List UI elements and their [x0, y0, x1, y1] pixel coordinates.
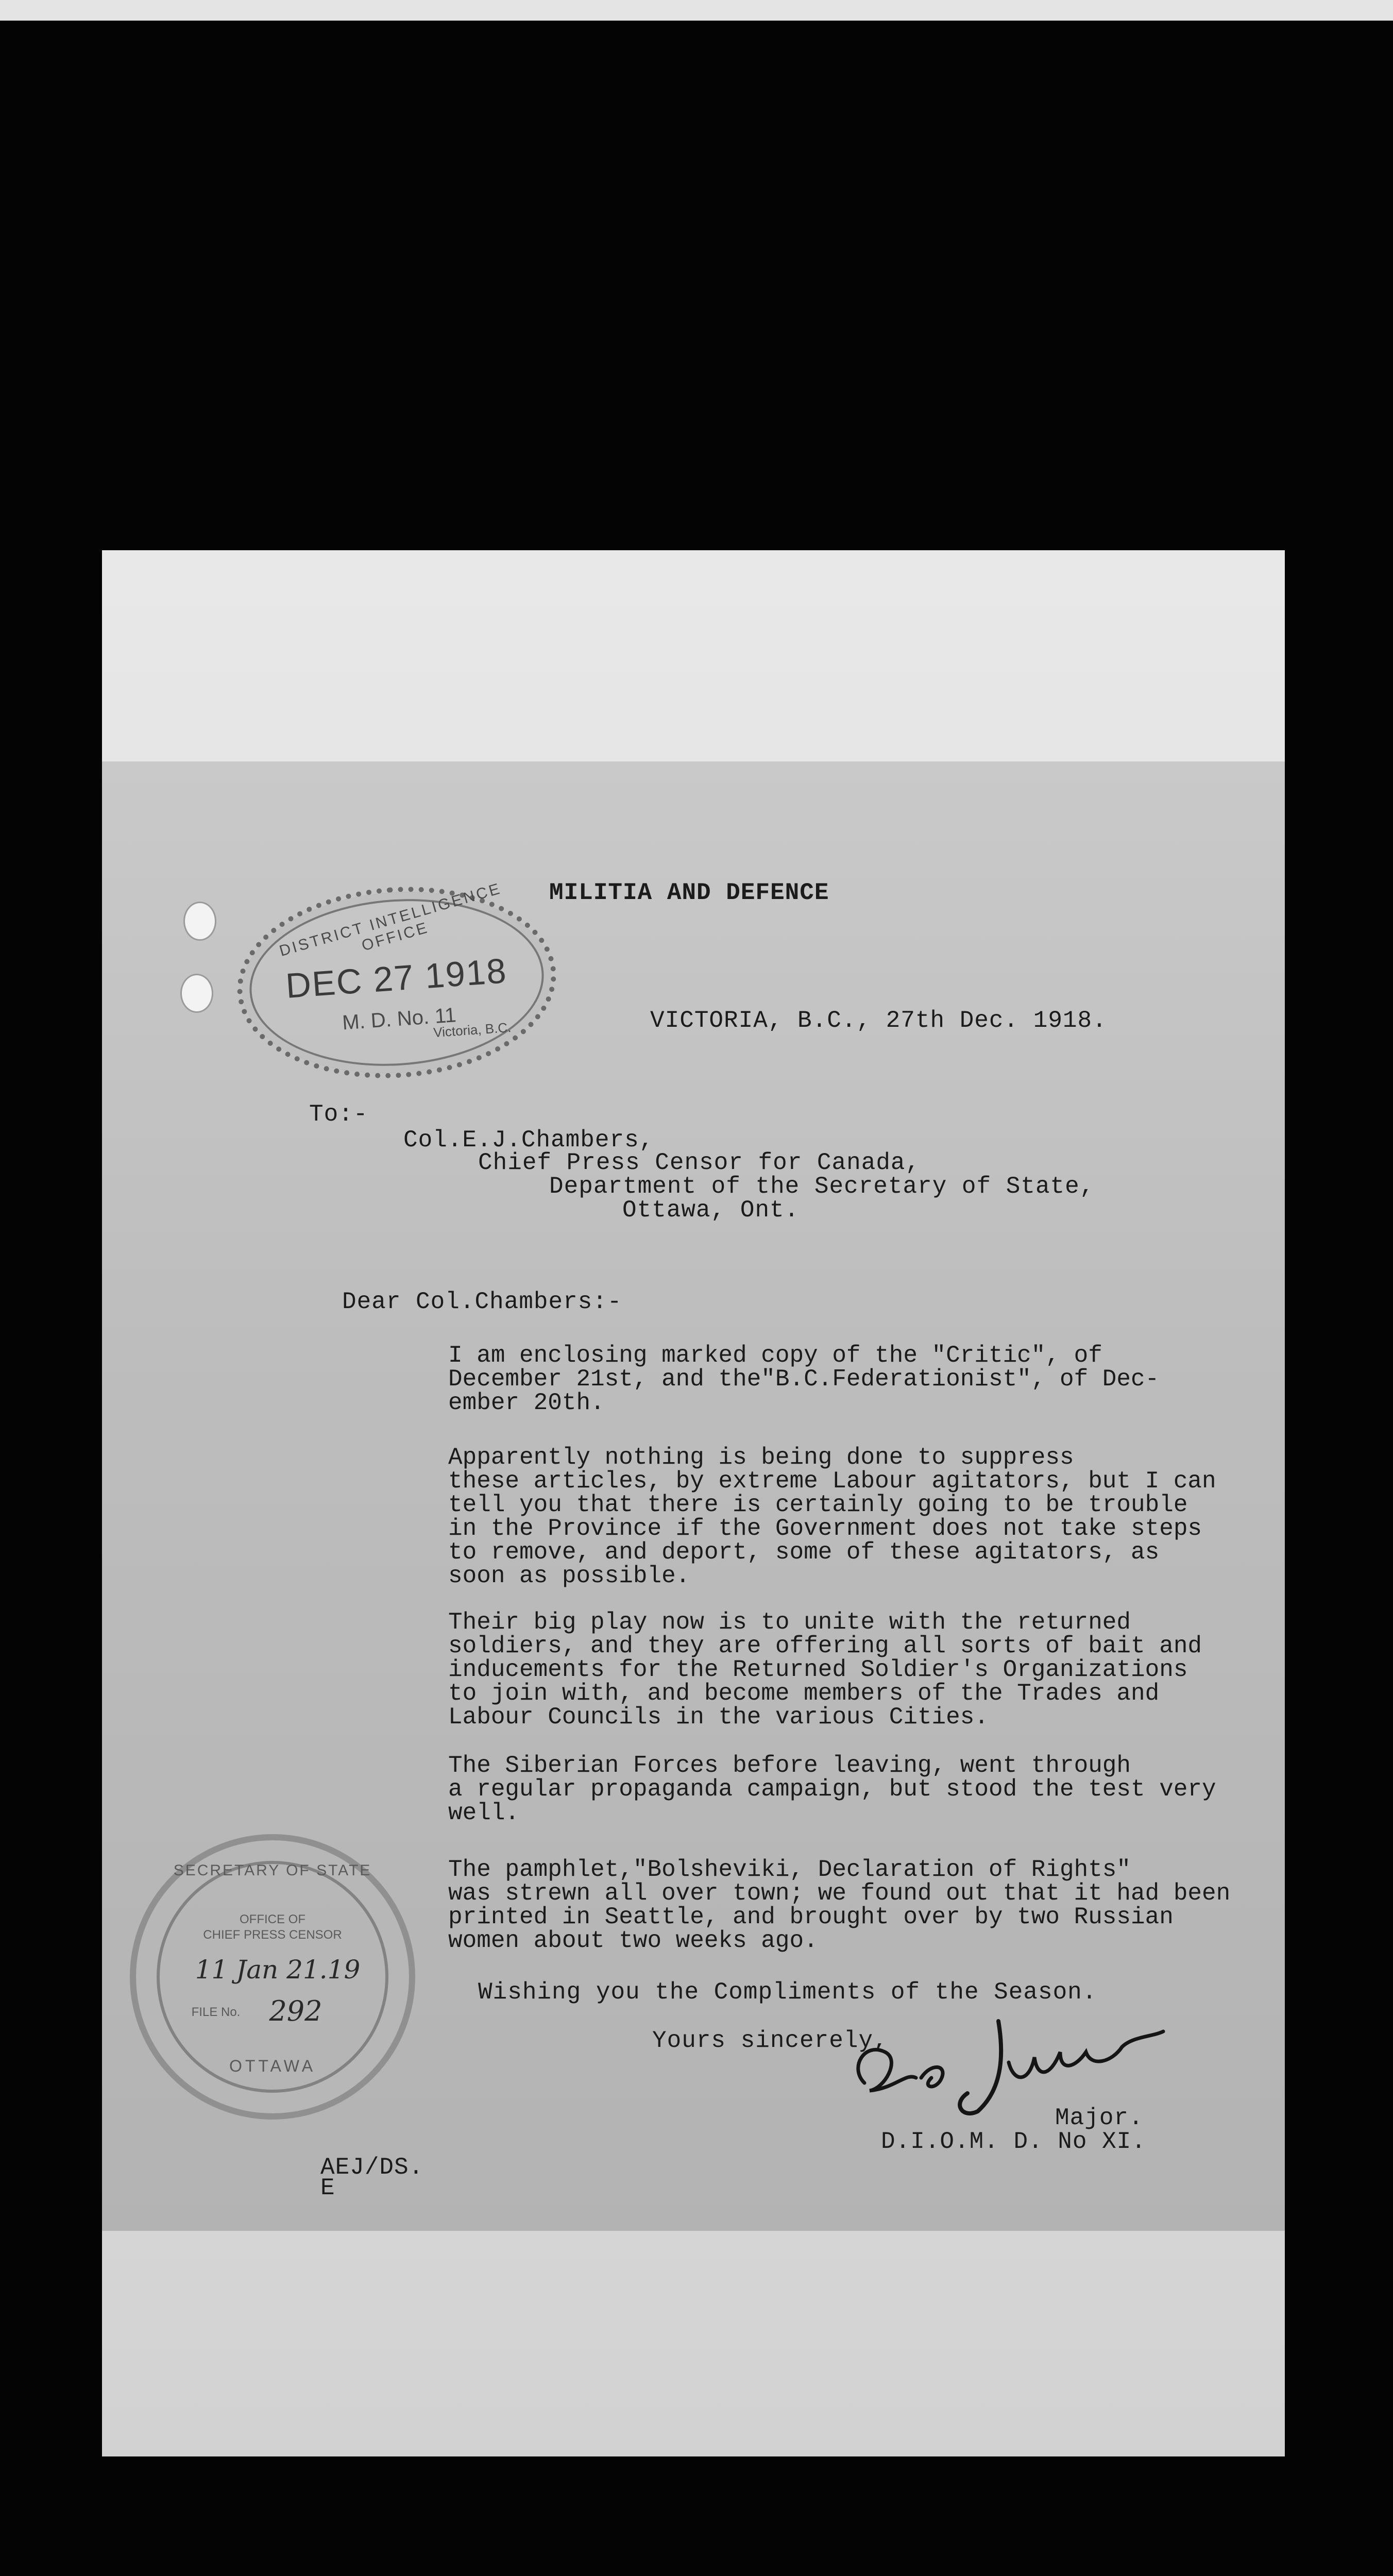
stamp-arc-text: DISTRICT INTELLIGENCE OFFICE	[277, 879, 504, 960]
letter-paragraph: I am enclosing marked copy of the "Critic", of December 21st, and the"B.C.Federationist", of Dec- ember 20th.	[448, 1342, 1160, 1416]
letter-paragraph: Apparently nothing is being done to suppress these articles, by extreme Labour agitators, but I can tell you that there is certainly going to be trouble in the Province if the Government does not take steps to remove, and deport, some of these agitators, as soon as possible.	[448, 1444, 1216, 1589]
stamp-file-label: FILE No.	[191, 2005, 241, 2019]
reference: AEJ/DS.	[320, 2154, 424, 2181]
stamp-inner-mid: CHIEF PRESS CENSOR	[203, 1928, 342, 1942]
punch-hole	[180, 974, 213, 1013]
rank: Major.	[1055, 2105, 1144, 2131]
stamp-bottom-text: OTTAWA	[229, 2057, 316, 2075]
place-date: VICTORIA, B.C., 27th Dec. 1918.	[650, 1007, 1107, 1034]
press-censor-stamp	[130, 1834, 415, 2120]
stamp-ring-text: SECRETARY OF STATE	[173, 1862, 372, 1879]
letter-paragraph: The pamphlet,"Bolsheviki, Declaration of Rights" was strewn all over town; we found out that it had been printed in Seattle, and brought over by two Russian women about two weeks ago.	[448, 1856, 1231, 1954]
letterhead: MILITIA AND DEFENCE	[549, 879, 829, 906]
stamp-handwritten-file: 292	[269, 1995, 322, 2027]
stamp-date: DEC 27 1918	[284, 951, 508, 1006]
closing-wish: Wishing you the Compliments of the Season.	[478, 1979, 1097, 2006]
stamp-handwritten-date: 11 Jan 21.19	[195, 1955, 361, 1985]
to-label: To:-	[309, 1101, 368, 1128]
recipient-line: Ottawa, Ont.	[622, 1197, 800, 1224]
signature	[844, 2001, 1174, 2119]
reference-suffix: E	[320, 2175, 335, 2201]
film-top-strip	[0, 0, 1393, 21]
office: D.I.O.M. D. No XI.	[881, 2128, 1146, 2155]
stamp-city: Victoria, B.C.	[433, 1019, 512, 1041]
stamp-district: M. D. No. 11	[341, 1004, 457, 1035]
letter-paragraph: The Siberian Forces before leaving, went through a regular propaganda campaign, but stood the test very well.	[448, 1752, 1216, 1826]
stamp-inner-top: OFFICE OF	[240, 1912, 305, 1926]
recipient-line: Chief Press Censor for Canada,	[478, 1149, 921, 1176]
recipient-line: Department of the Secretary of State,	[549, 1173, 1095, 1200]
recipient-line: Col.E.J.Chambers,	[403, 1127, 654, 1154]
salutation: Dear Col.Chambers:-	[342, 1289, 622, 1315]
punch-hole	[183, 902, 216, 941]
closing: Yours sincerely,	[652, 2027, 888, 2054]
letter-paragraph: Their big play now is to unite with the returned soldiers, and they are offering all sorts of bait and inducements for the Returned Soldier's Organizations to join with, and become members of the Trades and Labour Councils in the various Cities.	[448, 1609, 1202, 1731]
